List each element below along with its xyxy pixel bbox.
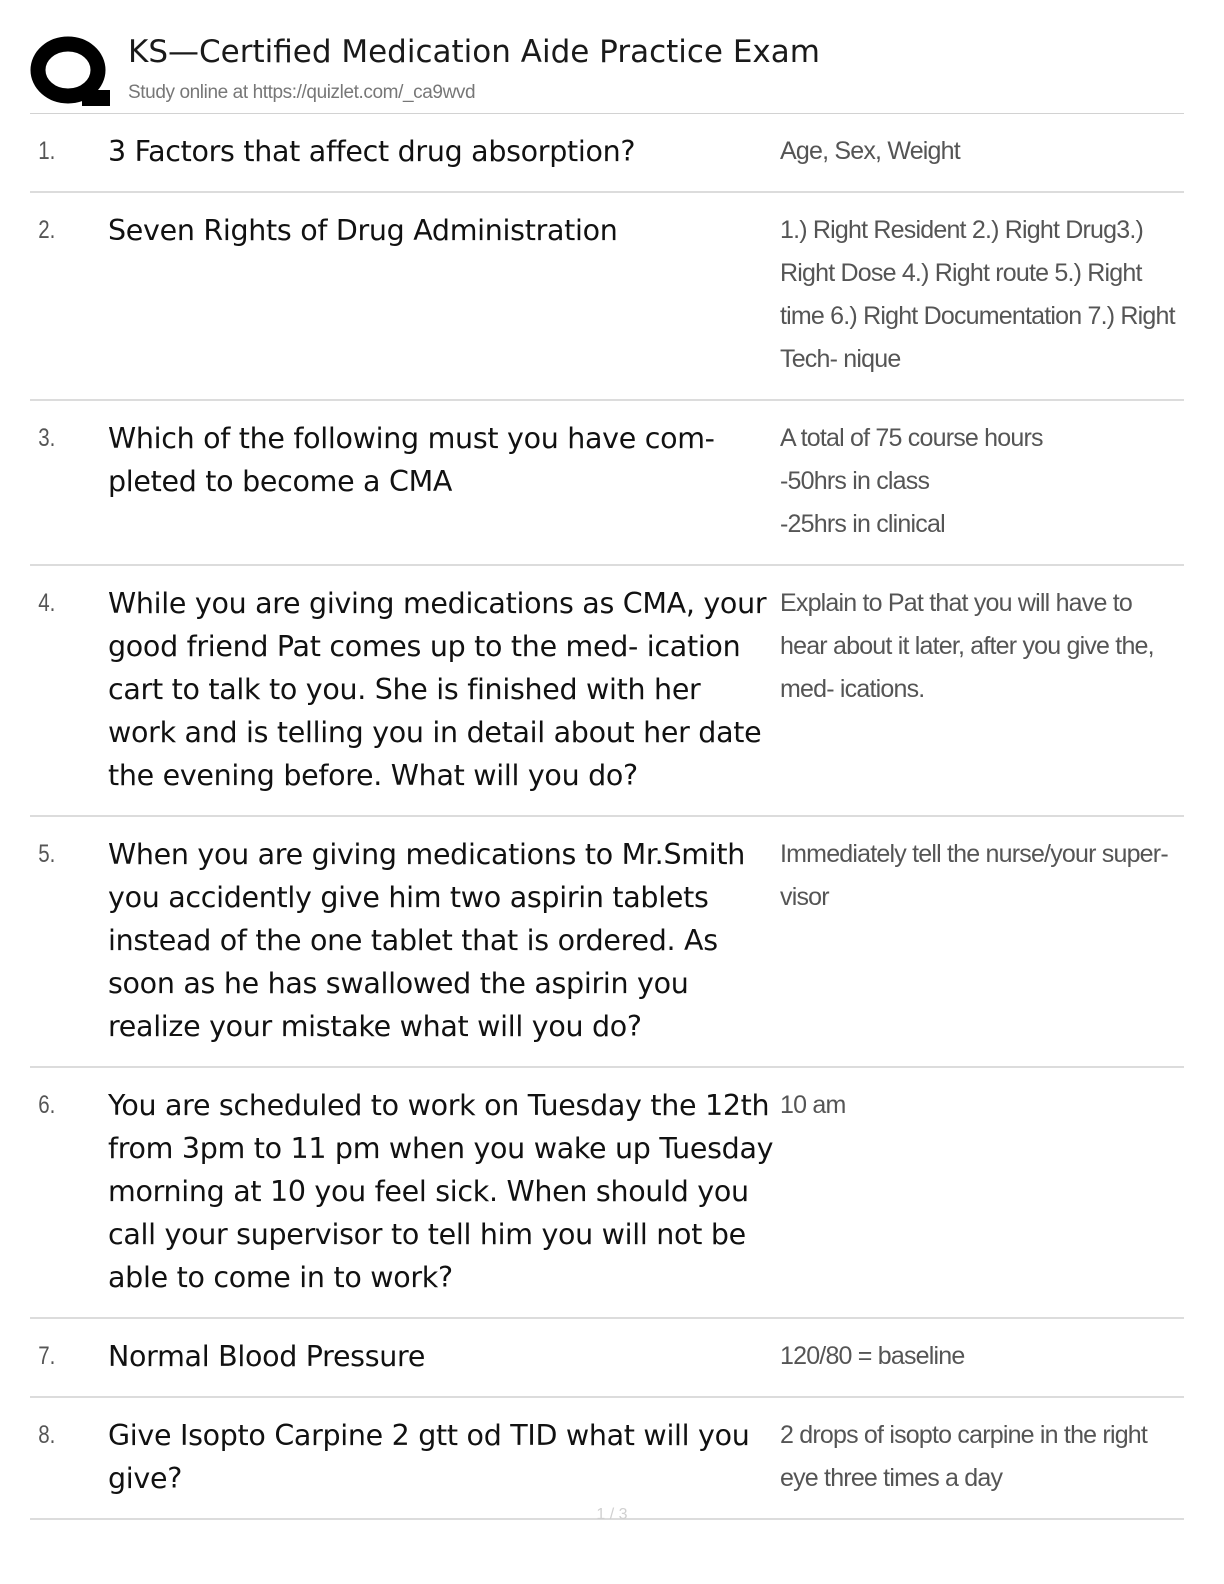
card-definition: 1.) Right Resident 2.) Right Drug3.) Right Dose 4.) Right route 5.) Right time 6.) Right Documentation 7.) Right Tech- nique [780, 216, 1175, 373]
card-number: 8. [38, 1421, 56, 1449]
card-number: 7. [38, 1342, 56, 1370]
flashcard-row [30, 114, 1184, 193]
flashcard-row [30, 566, 1184, 817]
flashcard-row [30, 1068, 1184, 1319]
flashcard-row [30, 193, 1184, 401]
card-term: 3 Factors that affect drug absorption? [108, 135, 636, 168]
flashcard-row [30, 401, 1184, 566]
card-term: When you are giving medications to Mr.Smith you accidently give him two aspirin tablets instead of the one tablet that is ordered. As soon as he has swallowed the aspirin you realize your mistake what will you do? [108, 838, 745, 1043]
card-definition: 2 drops of isopto carpine in the right eye three times a day [780, 1421, 1148, 1492]
card-number: 6. [38, 1091, 56, 1119]
card-definition: A total of 75 course hours -50hrs in class -25hrs in clinical [780, 424, 1043, 538]
card-number: 2. [38, 216, 56, 244]
card-term: Give Isopto Carpine 2 gtt od TID what will you give? [108, 1419, 750, 1495]
card-definition: Explain to Pat that you will have to hear about it later, after you give the, med- ications. [780, 589, 1154, 703]
flashcard-row [30, 1319, 1184, 1398]
study-link[interactable]: Study online at https://quizlet.com/_ca9wvd [128, 82, 476, 103]
page-title: KS—Certified Medication Aide Practice Exam [128, 34, 820, 70]
card-definition: Immediately tell the nurse/your super- visor [780, 840, 1168, 911]
page-indicator: 1 / 3 [596, 1506, 628, 1523]
flashcard-row [30, 817, 1184, 1068]
card-definition: 120/80 = baseline [780, 1342, 965, 1370]
flashcard-row [30, 1398, 1184, 1520]
card-term: While you are giving medications as CMA, your good friend Pat comes up to the med- ication cart to talk to you. She is finished with her work and is telling you in detail about her date the evening before. What will you do? [108, 587, 767, 792]
card-term: Seven Rights of Drug Administration [108, 214, 618, 247]
card-term: Which of the following must you have com- pleted to become a CMA [108, 422, 715, 498]
card-number: 5. [38, 840, 56, 868]
card-term: You are scheduled to work on Tuesday the 12th from 3pm to 11 pm when you wake up Tuesday morning at 10 you feel sick. When should you call your supervisor to tell him you will not be able to come in to work? [108, 1089, 774, 1294]
card-term: Normal Blood Pressure [108, 1340, 426, 1373]
quizlet-q-logo-icon [30, 32, 114, 112]
card-definition: 10 am [780, 1091, 846, 1119]
card-definition: Age, Sex, Weight [780, 137, 960, 165]
card-number: 4. [38, 589, 56, 617]
card-number: 1. [38, 137, 56, 165]
card-number: 3. [38, 424, 56, 452]
page-header [30, 26, 1184, 114]
flashcard-list [30, 114, 1184, 1520]
